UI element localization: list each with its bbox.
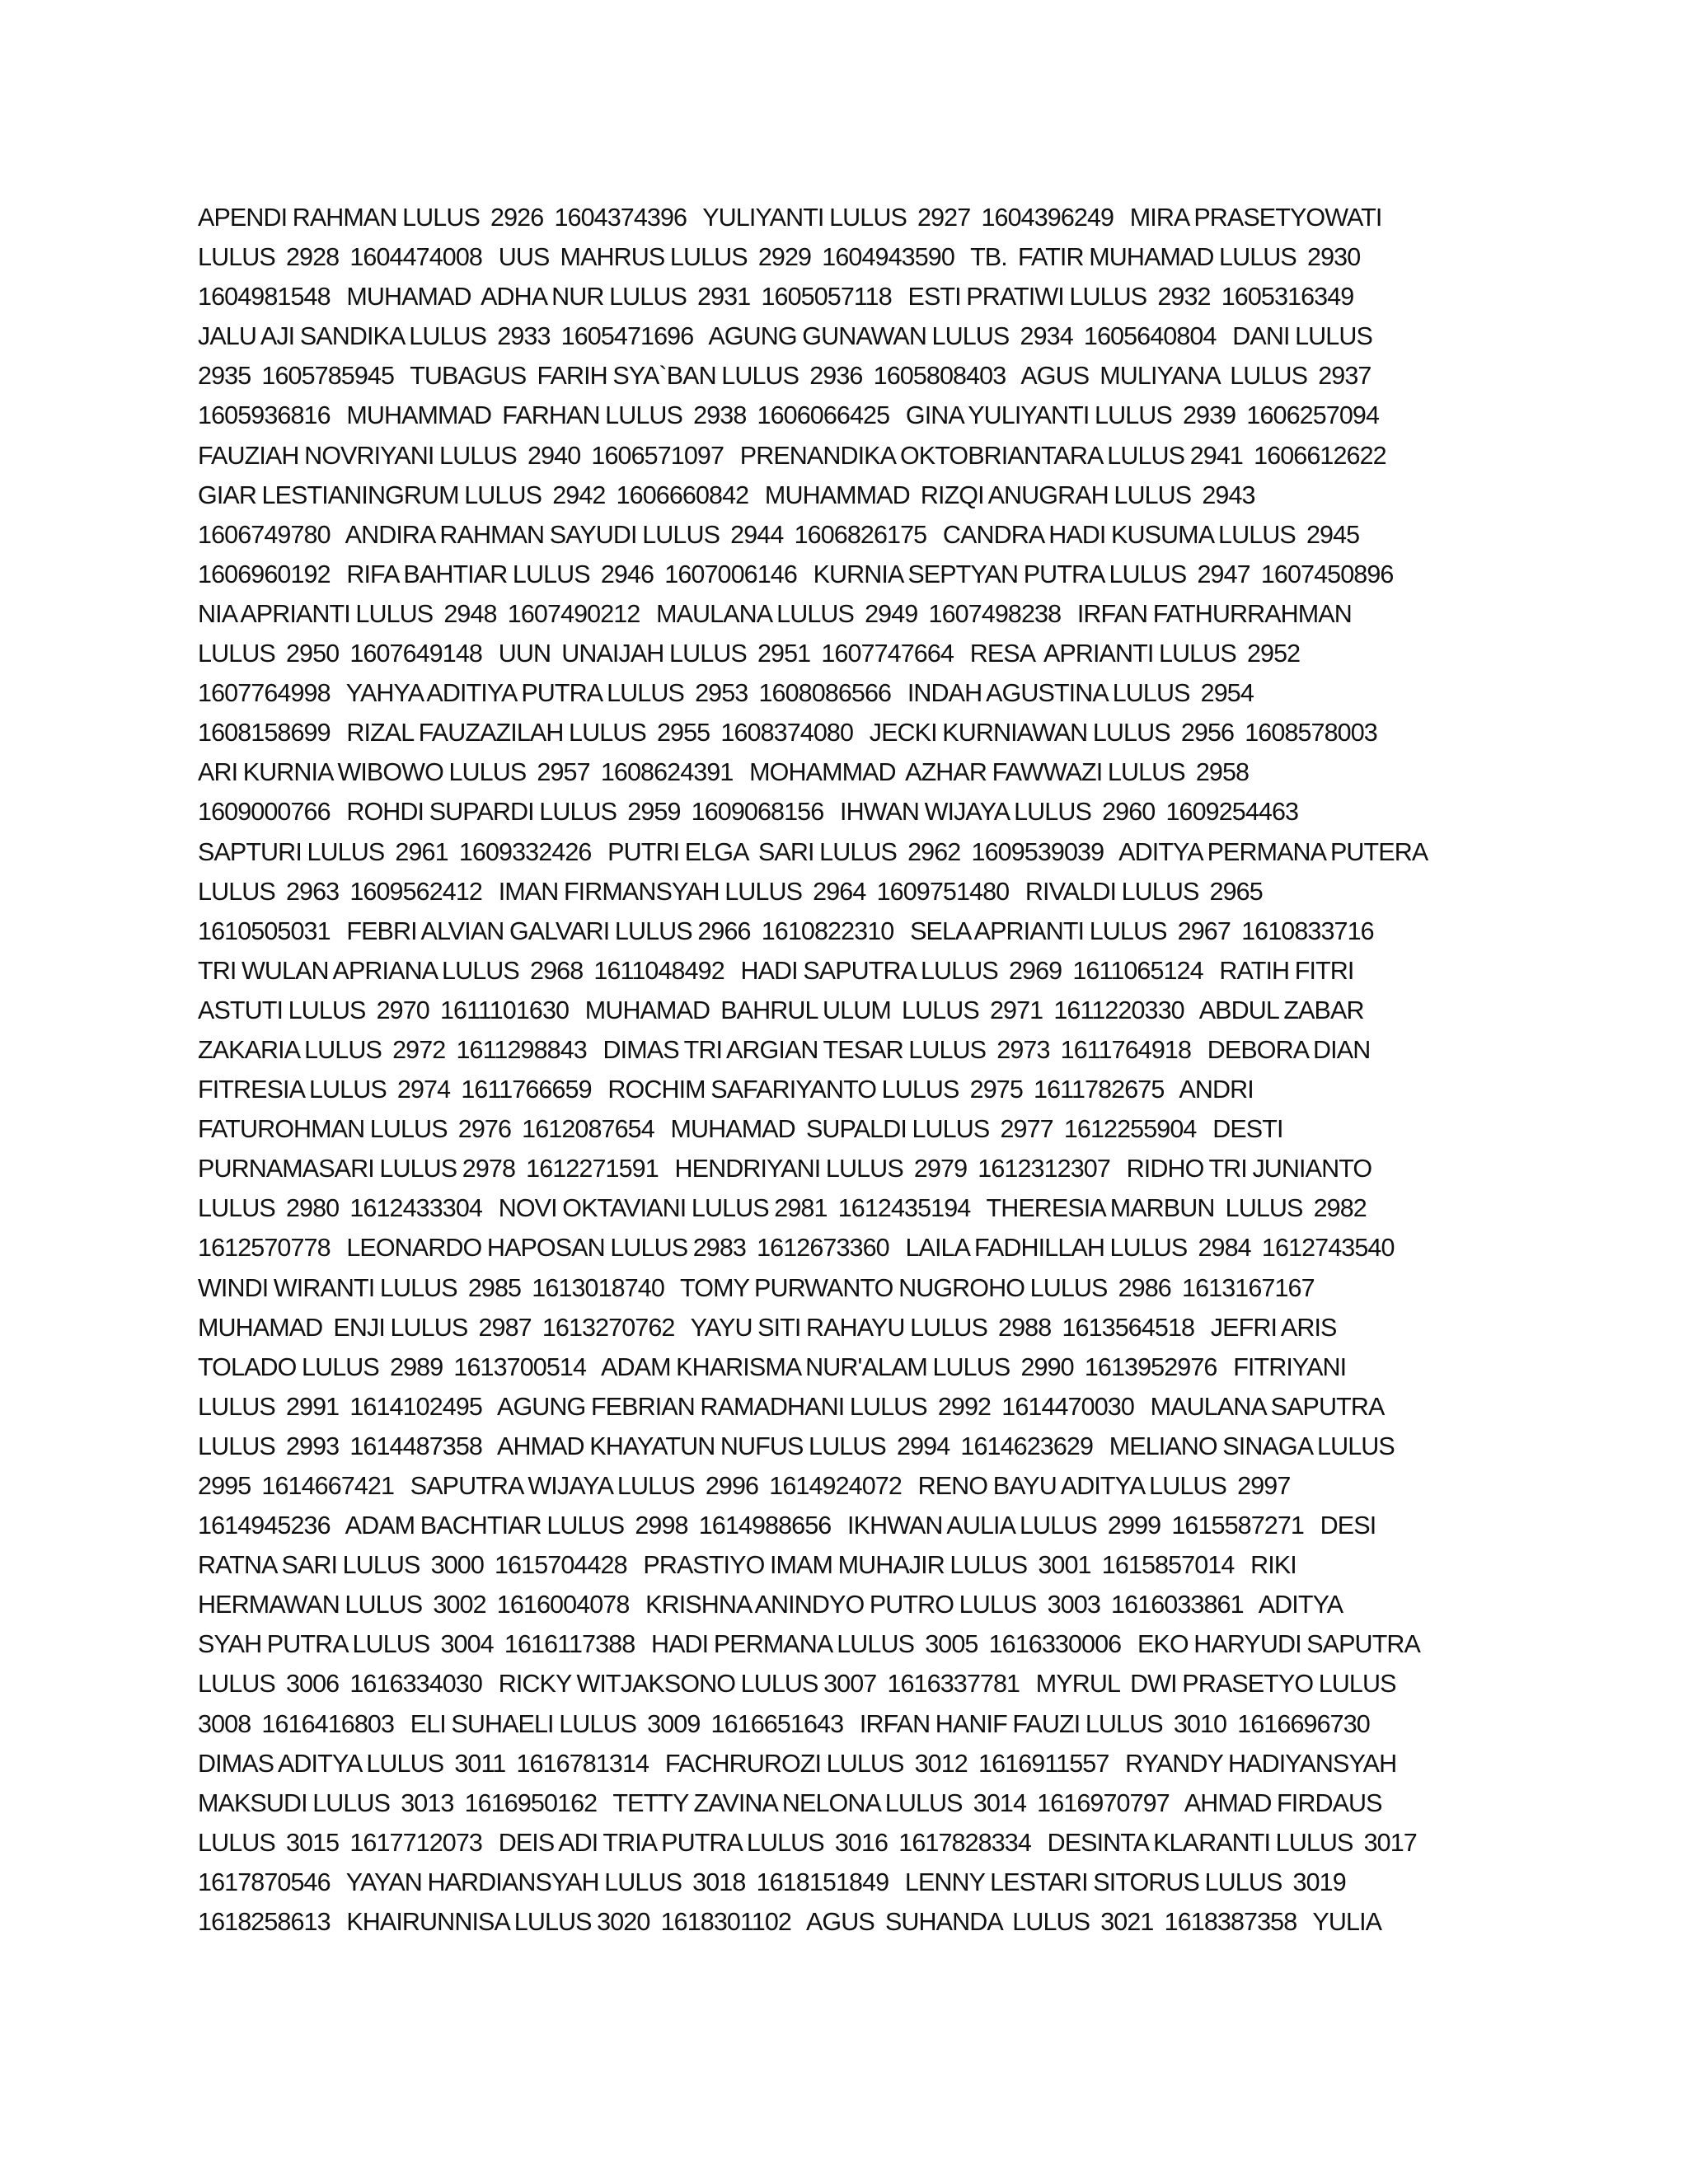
text-line: 1609000766 ROHDI SUPARDI LULUS 2959 1609068156 IHWAN WIJAYA LULUS 2960 1609254463	[198, 798, 1299, 827]
text-line: MAKSUDI LULUS 3013 1616950162 TETTY ZAVINA NELONA LULUS 3014 1616970797 AHMAD FIRDAUS	[198, 1788, 1382, 1817]
text-line: PURNAMASARI LULUS 2978 1612271591 HENDRIYANI LULUS 2979 1612312307 RIDHO TRI JUNIANTO	[198, 1155, 1372, 1183]
text-line: FITRESIA LULUS 2974 1611766659 ROCHIM SAFARIYANTO LULUS 2975 1611782675 ANDRI	[198, 1076, 1254, 1104]
text-line: DIMAS ADITYA LULUS 3011 1616781314 FACHRUROZI LULUS 3012 1616911557 RYANDY HADIYANSYAH	[198, 1749, 1397, 1778]
text-line: APENDI RAHMAN LULUS 2926 1604374396 YULIYANTI LULUS 2927 1604396249 MIRA PRASETYOWATI	[198, 204, 1382, 232]
text-line: SYAH PUTRA LULUS 3004 1616117388 HADI PERMANA LULUS 3005 1616330006 EKO HARYUDI SAPUTRA	[198, 1630, 1420, 1659]
text-line: ARI KURNIA WIBOWO LULUS 2957 1608624391 MOHAMMAD AZHAR FAWWAZI LULUS 2958	[198, 758, 1250, 787]
text-line: HERMAWAN LULUS 3002 1616004078 KRISHNA ANINDYO PUTRO LULUS 3003 1616033861 ADITYA	[198, 1591, 1343, 1619]
text-line: LULUS 2963 1609562412 IMAN FIRMANSYAH LULUS 2964 1609751480 RIVALDI LULUS 2965	[198, 877, 1263, 906]
text-line: ZAKARIA LULUS 2972 1611298843 DIMAS TRI ARGIAN TESAR LULUS 2973 1611764918 DEBORA DIAN	[198, 1035, 1371, 1064]
text-line: JALU AJI SANDIKA LULUS 2933 1605471696 AGUNG GUNAWAN LULUS 2934 1605640804 DANI LULUS	[198, 322, 1372, 351]
text-line: ASTUTI LULUS 2970 1611101630 MUHAMAD BAHRUL ULUM LULUS 2971 1611220330 ABDUL ZABAR	[198, 996, 1364, 1024]
text-line: 1617870546 YAYAN HARDIANSYAH LULUS 3018 1618151849 LENNY LESTARI SITORUS LULUS 3019	[198, 1868, 1346, 1896]
text-line: 1608158699 RIZAL FAUZAZILAH LULUS 2955 1608374080 JECKI KURNIAWAN LULUS 2956 1608578003	[198, 719, 1377, 748]
text-line: LULUS 2993 1614487358 AHMAD KHAYATUN NUFUS LULUS 2994 1614623629 MELIANO SINAGA LULUS	[198, 1432, 1395, 1460]
text-line: MUHAMAD ENJI LULUS 2987 1613270762 YAYU SITI RAHAYU LULUS 2988 1613564518 JEFRI ARIS	[198, 1313, 1337, 1342]
text-line: 2995 1614667421 SAPUTRA WIJAYA LULUS 2996 1614924072 RENO BAYU ADITYA LULUS 2997	[198, 1472, 1291, 1500]
text-line: 1610505031 FEBRI ALVIAN GALVARI LULUS 2966 1610822310 SELA APRIANTI LULUS 2967 1610833716	[198, 916, 1374, 945]
text-line: FAUZIAH NOVRIYANI LULUS 2940 1606571097 PRENANDIKA OKTOBRIANTARA LULUS 2941 1606612622	[198, 441, 1386, 470]
text-line: WINDI WIRANTI LULUS 2985 1613018740 TOMY PURWANTO NUGROHO LULUS 2986 1613167167	[198, 1273, 1315, 1302]
text-line: LULUS 2980 1612433304 NOVI OKTAVIANI LULUS 2981 1612435194 THERESIA MARBUN LULUS 2982	[198, 1194, 1367, 1223]
text-line: 1618258613 KHAIRUNNISA LULUS 3020 1618301102 AGUS SUHANDA LULUS 3021 1618387358 YULIA	[198, 1908, 1382, 1937]
text-line: 1604981548 MUHAMAD ADHA NUR LULUS 2931 1605057118 ESTI PRATIWI LULUS 2932 1605316349	[198, 283, 1354, 312]
text-line: LULUS 2991 1614102495 AGUNG FEBRIAN RAMADHANI LULUS 2992 1614470030 MAULANA SAPUTRA	[198, 1392, 1385, 1421]
text-line: 1606960192 RIFA BAHTIAR LULUS 2946 1607006146 KURNIA SEPTYAN PUTRA LULUS 2947 1607450896	[198, 560, 1394, 588]
text-line: 1614945236 ADAM BACHTIAR LULUS 2998 1614988656 IKHWAN AULIA LULUS 2999 1615587271 DESI	[198, 1511, 1376, 1540]
text-line: GIAR LESTIANINGRUM LULUS 2942 1606660842 MUHAMMAD RIZQI ANUGRAH LULUS 2943	[198, 480, 1255, 509]
text-line: LULUS 3015 1617712073 DEIS ADI TRIA PUTRA LULUS 3016 1617828334 DESINTA KLARANTI LULUS 3017	[198, 1828, 1417, 1857]
text-line: LULUS 2950 1607649148 UUN UNAIJAH LULUS 2951 1607747664 RESA APRIANTI LULUS 2952	[198, 640, 1301, 668]
text-line: 1607764998 YAHYA ADITIYA PUTRA LULUS 2953 1608086566 INDAH AGUSTINA LULUS 2954	[198, 679, 1254, 708]
text-line: SAPTURI LULUS 2961 1609332426 PUTRI ELGA SARI LULUS 2962 1609539039 ADITYA PERMANA PUTERA	[198, 837, 1428, 866]
graduate-list-text	[198, 198, 1500, 1942]
text-line: 1606749780 ANDIRA RAHMAN SAYUDI LULUS 2944 1606826175 CANDRA HADI KUSUMA LULUS 2945	[198, 520, 1360, 549]
text-line: 2935 1605785945 TUBAGUS FARIH SYA`BAN LULUS 2936 1605808403 AGUS MULIYANA LULUS 2937	[198, 362, 1372, 391]
text-line: 1612570778 LEONARDO HAPOSAN LULUS 2983 1612673360 LAILA FADHILLAH LULUS 2984 1612743540	[198, 1234, 1395, 1263]
text-line: LULUS 2928 1604474008 UUS MAHRUS LULUS 2929 1604943590 TB. FATIR MUHAMAD LULUS 2930	[198, 243, 1361, 272]
text-line: FATUROHMAN LULUS 2976 1612087654 MUHAMAD SUPALDI LULUS 2977 1612255904 DESTI	[198, 1115, 1283, 1144]
text-line: 3008 1616416803 ELI SUHAELI LULUS 3009 1616651643 IRFAN HANIF FAUZI LULUS 3010 1616696730	[198, 1709, 1370, 1738]
text-line: LULUS 3006 1616334030 RICKY WITJAKSONO LULUS 3007 1616337781 MYRUL DWI PRASETYO LULUS	[198, 1670, 1396, 1699]
text-line: TOLADO LULUS 2989 1613700514 ADAM KHARISMA NUR'ALAM LULUS 2990 1613952976 FITRIYANI	[198, 1352, 1347, 1381]
text-line: RATNA SARI LULUS 3000 1615704428 PRASTIYO IMAM MUHAJIR LULUS 3001 1615857014 RIKI	[198, 1551, 1296, 1580]
text-line: 1605936816 MUHAMMAD FARHAN LULUS 2938 1606066425 GINA YULIYANTI LULUS 2939 1606257094	[198, 401, 1380, 430]
text-line: TRI WULAN APRIANA LULUS 2968 1611048492 HADI SAPUTRA LULUS 2969 1611065124 RATIH FITRI	[198, 956, 1354, 985]
text-line: NIA APRIANTI LULUS 2948 1607490212 MAULANA LULUS 2949 1607498238 IRFAN FATHURRAHMAN	[198, 599, 1352, 628]
